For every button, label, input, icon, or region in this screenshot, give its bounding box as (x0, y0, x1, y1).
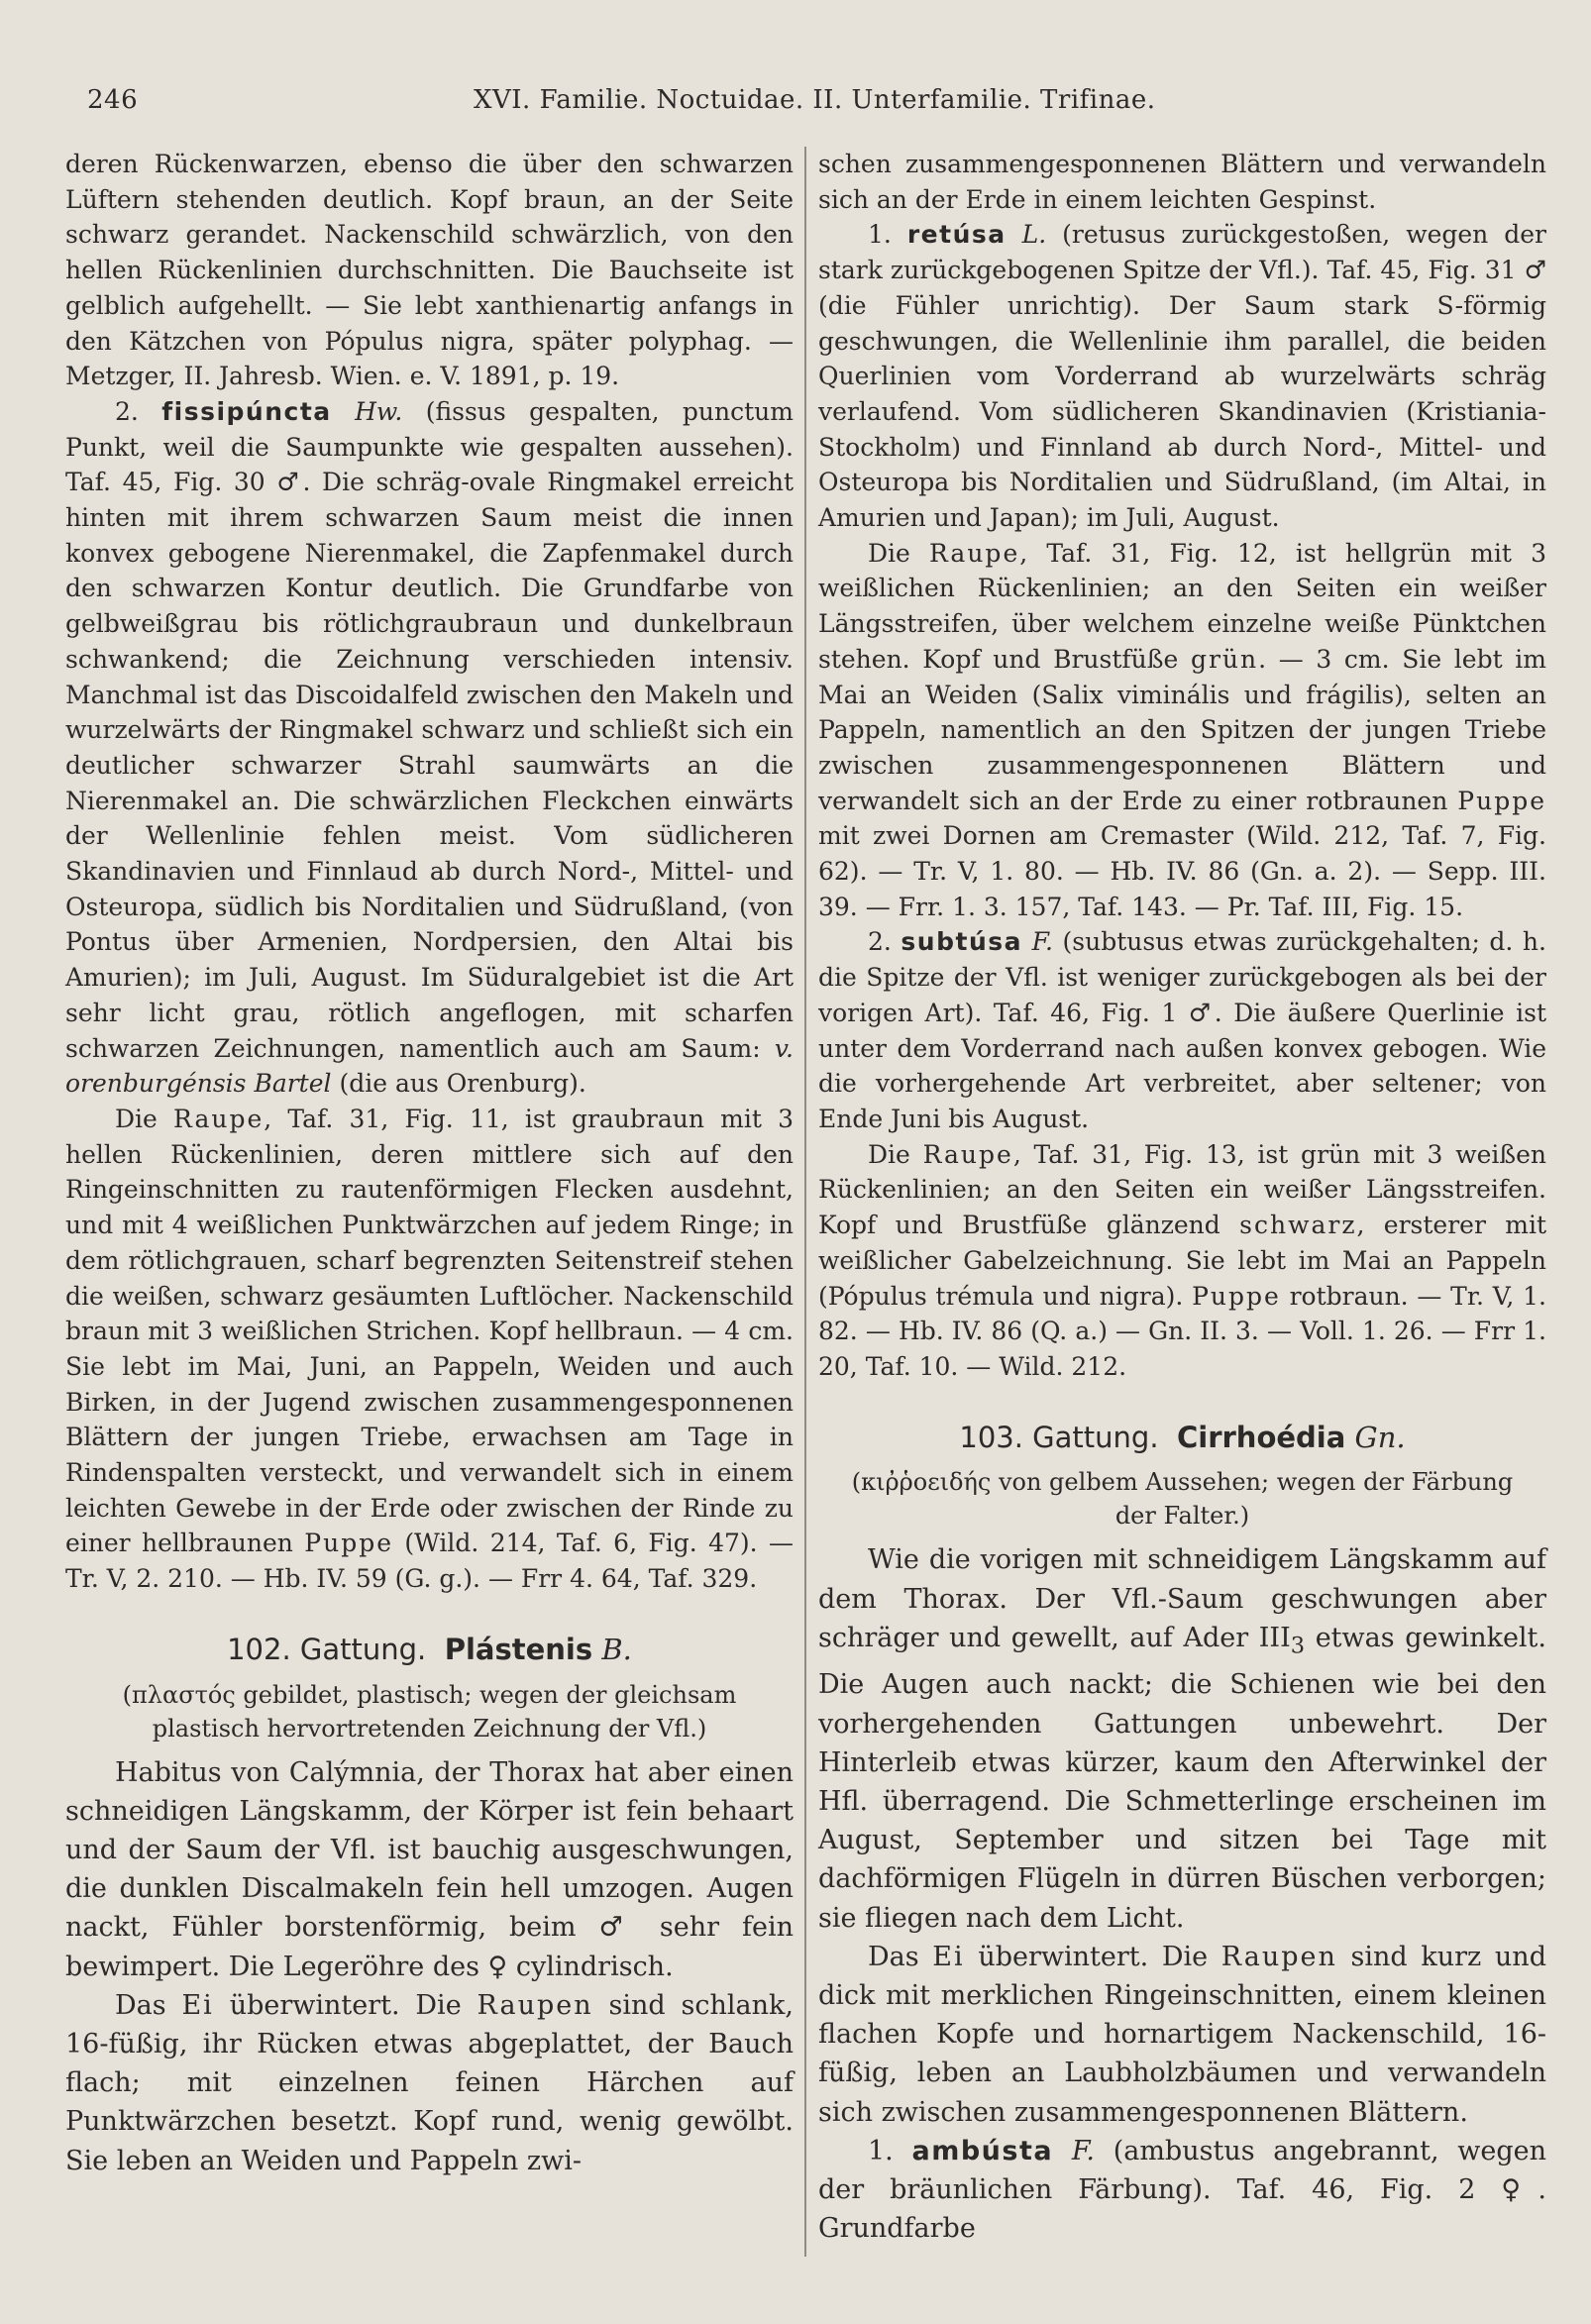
paragraph: schen zusammengesponnenen Blättern und verwandeln sich an der Erde in einem leichten Gespinst. (818, 150, 1546, 214)
genus-description: Habitus von Calýmnia, der Thorax hat aber einen schneidigen Längskamm, der Körper ist fein behaart und der Saum der Vfl. ist bauchig ausgeschwungen, die dunklen Discalmakeln fein hell umzogen. Augen nackt, Fühler borstenförmig, beim ♂ sehr fein bewimpert. Die Legeröhre des ♀ cylindrisch. (65, 1756, 794, 1982)
species-author: Hw. (355, 396, 403, 426)
genus-heading: 102. Gattung. Plástenis B. (227, 1632, 632, 1666)
genus-description: Wie die vorigen mit schneidigem Längskamm auf dem Thorax. Der Vfl.-Saum geschwungen aber schräger und gewellt, auf Ader $III_3$ etwas gewinkelt. Die Augen auch nackt; die Schienen wie bei den vorhergehenden Gattungen unbewehrt. Der Hinterleib etwas kürzer, kaum den Afterwinkel der Hfl. überragend. Die Schmetterlinge erscheinen im August, September und sitzen bei Tage mit dachförmigen Flügeln in dürren Büschen verborgen; sie fliegen nach dem Licht. (818, 1544, 1546, 1934)
paragraph: deren Rückenwarzen, ebenso die über den schwarzen Lüftern stehenden deutlich. Kopf braun, an der Seite schwarz gerandet. Nackenschild schwärzlich, von den hellen Rückenlinien durchschnitten. Die Bauchseite ist gelblich aufgehellt. — Sie lebt xanthienartig anfangs in den Kätzchen von Pópulus nigra, später polyphag. — Metzger, II. Jahresb. Wien. e. V. 1891, p. 19. (65, 150, 794, 391)
species-author: L. (1021, 220, 1047, 250)
species-author: F. (1071, 2135, 1095, 2166)
running-title: XVI. Familie. Noctuidae. II. Unterfamilie. Trifinae. (474, 85, 1156, 115)
genus-heading: 103. Gattung. Cirrhoédia Gn. (959, 1420, 1406, 1454)
left-column (65, 147, 794, 2180)
right-column (818, 147, 1546, 2248)
page-header (87, 85, 1553, 125)
larva-paragraph: Die Raupe, Taf. 31, Fig. 11, ist graubraun mit 3 hellen Rückenlinien, deren mittlere sich auf den Ringeinschnitten zu rautenförmigen Flecken ausdehnt, und mit 4 weißlichen Punktwärzchen auf jedem Ringe; in dem rötlichgrauen, scharf begrenzten Seitenstreif stehen die weißen, schwarz gesäumten Luftlöcher. Nackenschild braun mit 3 weißlichen Strichen. Kopf hellbraun. — 4 cm. Sie lebt im Mai, Juni, an Pappeln, Weiden und auch Birken, in der Jugend zwischen zusammengesponnenen Blättern der jungen Triebe, erwachsen am Tage in Rindenspalten versteckt, und verwandelt sich in einem leichten Gewebe in der Erde oder zwischen der Rinde zu einer hellbraunen Puppe (Wild. 214, Taf. 6, Fig. 47). — Tr. V, 2. 210. — Hb. IV. 59 (G. g.). — Frr 4. 64, Taf. 329. (65, 1104, 795, 1594)
species-entry-subtusa: 2. subtúsa F. (subtusus etwas zurückgehalten; d. h. die Spitze der Vfl. ist weniger zurückgebogen als bei der vorigen Art). Taf. 46, Fig. 1 ♂. Die äußere Querlinie ist unter dem Vorderrand nach außen konvex gebogen. Wie die vorhergehende Art verbreitet, aber seltener; von Ende Juni bis August. (818, 927, 1546, 1133)
genus-name: Cirrhoédia (1176, 1420, 1346, 1454)
species-name: fissipúncta (161, 396, 332, 426)
species-name: subtúsa (901, 927, 1022, 957)
egg-larva-paragraph: Das Ei überwintert. Die Raupen sind kurz und dick mit merklichen Ringeinschnitten, einem kleinen flachen Kopfe und hornartigem Nackenschild, 16-füßig, leben an Laubholzbäumen und verwandeln sich zwischen zusammengesponnenen Blättern. (818, 1941, 1546, 2128)
genus-etymology: (πλαστός gebildet, plastisch; wegen der gleichsam plastisch hervortretenden Zeichnung der Vfl.) (122, 1680, 737, 1743)
larva-paragraph: Die Raupe, Taf. 31, Fig. 13, ist grün mit 3 weißen Rückenlinien; an den Seiten ein weißer Längsstreifen. Kopf und Brustfüße glänzend schwarz, ersterer mit weißlicher Gabelzeichnung. Sie lebt im Mai an Pappeln (Pópulus trémula und nigra). Puppe rotbraun. — Tr. V, 1. 82. — Hb. IV. 86 (Q. a.) — Gn. II. 3. — Voll. 1. 26. — Frr 1. 20, Taf. 10. — Wild. 212. (818, 1139, 1546, 1381)
species-entry-ambusta: 1. ambústa F. (ambustus angebrannt, wegen der bräunlichen Färbung). Taf. 46, Fig. 2 ♀. Grundfarbe (818, 2135, 1546, 2245)
egg-larva-paragraph: Das Ei überwintert. Die Raupen sind schlank, 16-füßig, ihr Rücken etwas abgeplattet, der Bauch flach; mit einzelnen feinen Härchen auf Punktwärzchen besetzt. Kopf rund, wenig gewölbt. Sie leben an Weiden und Pappeln zwi- (65, 1989, 794, 2176)
species-name: retúsa (906, 220, 1007, 250)
larva-paragraph: Die Raupe, Taf. 31, Fig. 12, ist hellgrün mit 3 weißlichen Rückenlinien; an den Seiten ein weißer Längsstreifen, über welchem einzelne weiße Pünktchen stehen. Kopf und Brustfüße grün. — 3 cm. Sie lebt im Mai an Weiden (Salix viminális und frágilis), selten an Pappeln, namentlich an den Spitzen der jungen Triebe zwischen zusammengesponnenen Blättern und verwandelt sich an der Erde zu einer rotbraunen Puppe mit zwei Dornen am Cremaster (Wild. 212, Taf. 7, Fig. 62). — Tr. V, 1. 80. — Hb. IV. 86 (Gn. a. 2). — Sepp. III. 39. — Frr. 1. 3. 157, Taf. 143. — Pr. Taf. III, Fig. 15. (818, 538, 1547, 921)
variety-name: v. orenburgénsis Bartel (65, 1033, 794, 1099)
genus-etymology: (κιῤῥοειδής von gelbem Aussehen; wegen der Färbung der Falter.) (851, 1468, 1514, 1531)
species-name: ambústa (911, 2135, 1054, 2166)
column-divider (804, 147, 806, 2257)
species-entry-retusa: 1. retúsa L. (retusus zurückgestoßen, wegen der stark zurückgebogenen Spitze der Vfl.). Taf. 45, Fig. 31 ♂ (die Fühler unrichtig). Der Saum stark S-förmig geschwungen, die Wellenlinie ihm parallel, die beiden Querlinien vom Vorderrand ab wurzelwärts schräg verlaufend. Vom südlicheren Skandinavien (Kristiania-Stockholm) und Finnland ab durch Nord-, Mittel- und Osteuropa bis Norditalien und Südrußland, (im Altai, in Amurien und Japan); im Juli, August. (818, 220, 1546, 533)
page-number: 246 (87, 85, 139, 115)
species-entry-fissipuncta: 2. fissipúncta Hw. (fissus gespalten, punctum Punkt, weil die Saumpunkte wie gespalten aussehen). Taf. 45, Fig. 30 ♂. Die schräg-ovale Ringmakel erreicht hinten mit ihrem schwarzen Saum meist die innen konvex gebogene Nierenmakel, die Zapfenmakel durch den schwarzen Kontur deutlich. Die Grundfarbe von gelbweißgrau bis rötlichgraubraun und dunkelbraun schwankend; die Zeichnung verschieden intensiv. Manchmal ist das Discoidalfeld zwischen den Makeln und wurzelwärts der Ringmakel schwarz und schließt sich ein deutlicher schwarzer Strahl saumwärts an die Nierenmakel an. Die schwärzlichen Fleckchen einwärts der Wellenlinie fehlen meist. Vom südlicheren Skandinavien und Finnlaud ab durch Nord-, Mittel- und Osteuropa, südlich bis Norditalien und Südrußland, (von Pontus über Armenien, Nordpersien, den Altai bis Amurien); im Juli, August. Im Süduralgebiet ist die Art sehr licht grau, rötlich angeflogen, mit scharfen schwarzen Zeichnungen, namentlich auch am Saum: v. orenburgénsis Bartel (die aus Orenburg). (65, 396, 794, 1099)
genus-name: Plástenis (444, 1632, 593, 1666)
species-author: F. (1031, 927, 1053, 957)
